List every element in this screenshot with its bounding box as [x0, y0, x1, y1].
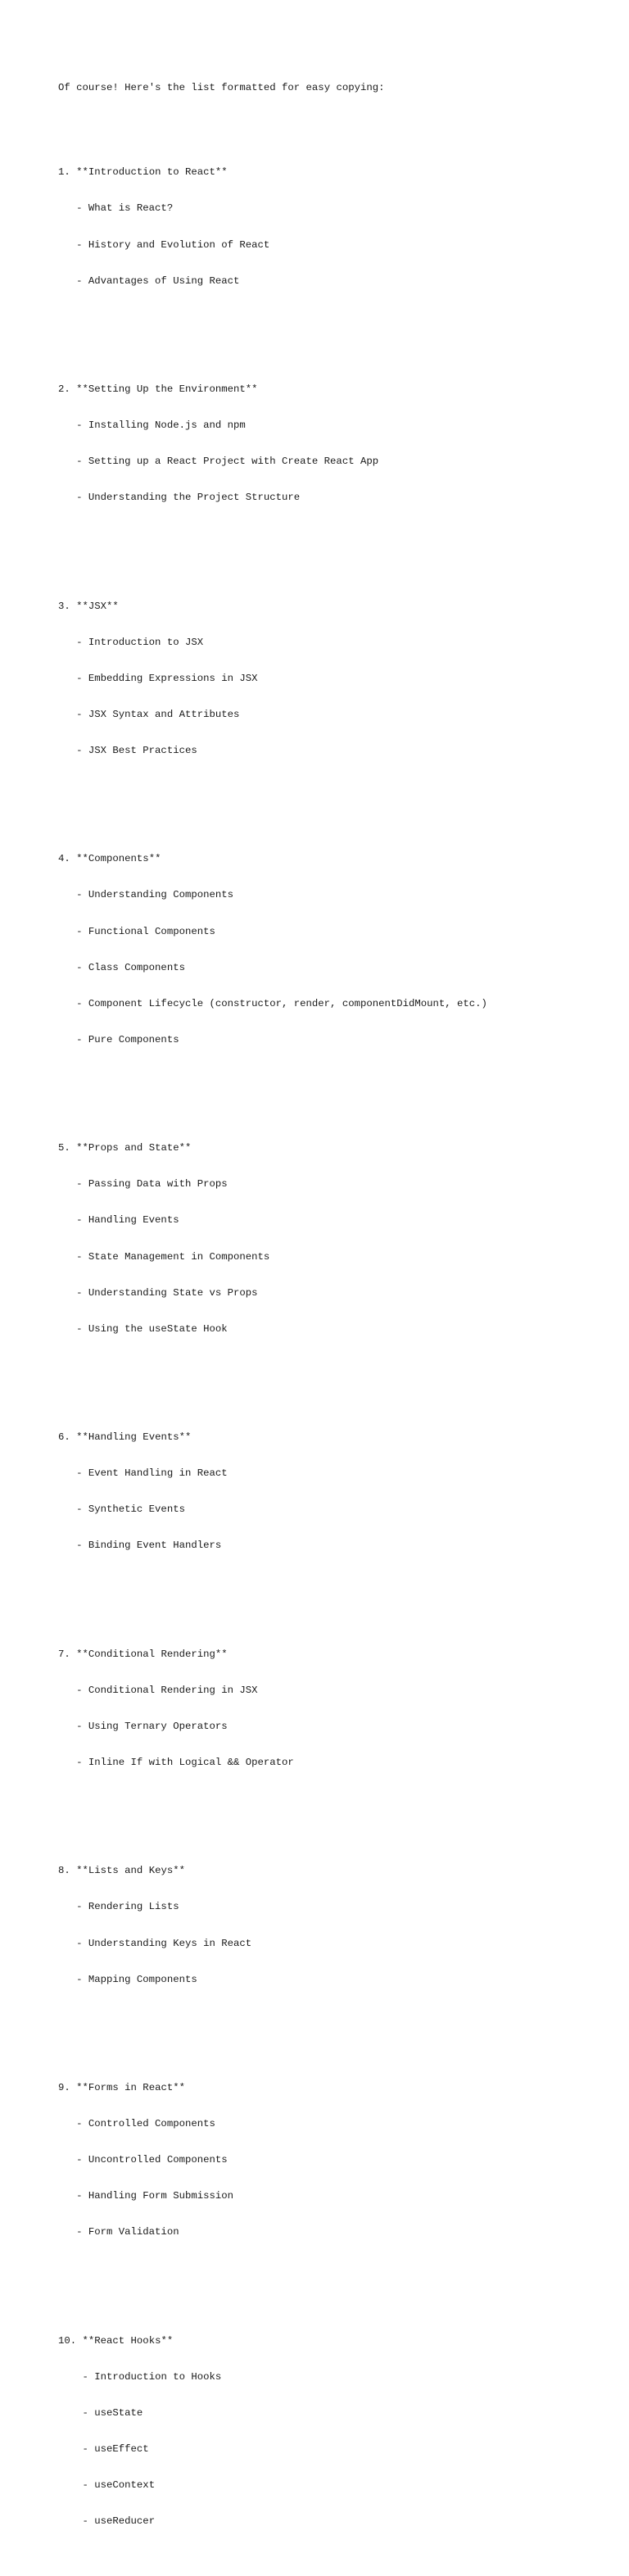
- section-8: [58, 1841, 487, 2010]
- list-item: - JSX Syntax and Attributes: [76, 708, 240, 720]
- section-heading: 9. **Forms in React**: [58, 2081, 185, 2093]
- section-heading: 10. **React Hooks**: [58, 2334, 174, 2347]
- list-item: - Class Components: [76, 961, 185, 973]
- section-heading: 3. **JSX**: [58, 600, 119, 612]
- list-item: - State Management in Components: [76, 1250, 270, 1263]
- section-heading: 6. **Handling Events**: [58, 1431, 192, 1444]
- section-heading: 8. **Lists and Keys**: [58, 1865, 185, 1877]
- list-item: - Pure Components: [76, 1033, 179, 1045]
- list-item: - Rendering Lists: [76, 1901, 179, 1913]
- list-item: - Advantages of Using React: [76, 274, 240, 287]
- list-item: - Controlled Components: [76, 2118, 215, 2130]
- section-10: [58, 2311, 487, 2551]
- list-item: - Mapping Components: [76, 1973, 197, 1985]
- list-item: - useEffect: [82, 2443, 149, 2456]
- section-4: [58, 829, 487, 1070]
- list-item: - Embedding Expressions in JSX: [76, 672, 258, 684]
- list-item: - Event Handling in React: [76, 1467, 228, 1480]
- list-item: - useReducer: [82, 2515, 156, 2528]
- list-item: - Functional Components: [76, 925, 215, 937]
- section-5: [58, 1118, 487, 1359]
- list-item: - Understanding Keys in React: [76, 1937, 252, 1949]
- list-item: - useState: [82, 2406, 143, 2419]
- list-item: - Handling Form Submission: [76, 2190, 233, 2202]
- section-7: [58, 1624, 487, 1793]
- list-item: - Binding Event Handlers: [76, 1540, 222, 1552]
- section-heading: 2. **Setting Up the Environment**: [58, 383, 258, 395]
- section-heading: 5. **Props and State**: [58, 1142, 192, 1154]
- list-item: - Using the useState Hook: [76, 1322, 228, 1335]
- list-item: - Component Lifecycle (constructor, render, componentDidMount, etc.): [76, 997, 487, 1009]
- list-item: - Setting up a React Project with Create React App: [76, 456, 379, 468]
- list-item: - Introduction to JSX: [76, 636, 204, 648]
- section-3: [58, 576, 487, 781]
- list-item: - Understanding Components: [76, 889, 233, 901]
- list-item: - Understanding the Project Structure: [76, 492, 301, 504]
- list-item: - Passing Data with Props: [76, 1178, 228, 1190]
- list-item: - Handling Events: [76, 1214, 179, 1227]
- list-item: - useContext: [82, 2479, 156, 2492]
- section-6: [58, 1408, 487, 1576]
- section-heading: 7. **Conditional Rendering**: [58, 1648, 228, 1660]
- list-item: - Understanding State vs Props: [76, 1286, 258, 1299]
- section-heading: 4. **Components**: [58, 853, 161, 865]
- list-item: - Inline If with Logical && Operator: [76, 1757, 294, 1769]
- section-2: [58, 360, 487, 528]
- list-item: - Synthetic Events: [76, 1503, 185, 1516]
- intro-text: Of course! Here's the list formatted for easy copying:: [58, 82, 385, 94]
- list-item: - Uncontrolled Components: [76, 2154, 228, 2166]
- section-9: [58, 2058, 487, 2263]
- section-heading: 1. **Introduction to React**: [58, 166, 228, 179]
- list-item: - Installing Node.js and npm: [76, 420, 246, 432]
- list-item: - Introduction to Hooks: [82, 2370, 222, 2383]
- list-item: - History and Evolution of React: [76, 238, 270, 251]
- list-item: - Using Ternary Operators: [76, 1720, 228, 1732]
- list-item: - JSX Best Practices: [76, 745, 197, 757]
- section-1: [58, 143, 487, 311]
- list-item: - What is React?: [76, 202, 174, 215]
- list-item: - Conditional Rendering in JSX: [76, 1684, 258, 1696]
- list-item: - Form Validation: [76, 2226, 179, 2238]
- document-page: [58, 58, 487, 2576]
